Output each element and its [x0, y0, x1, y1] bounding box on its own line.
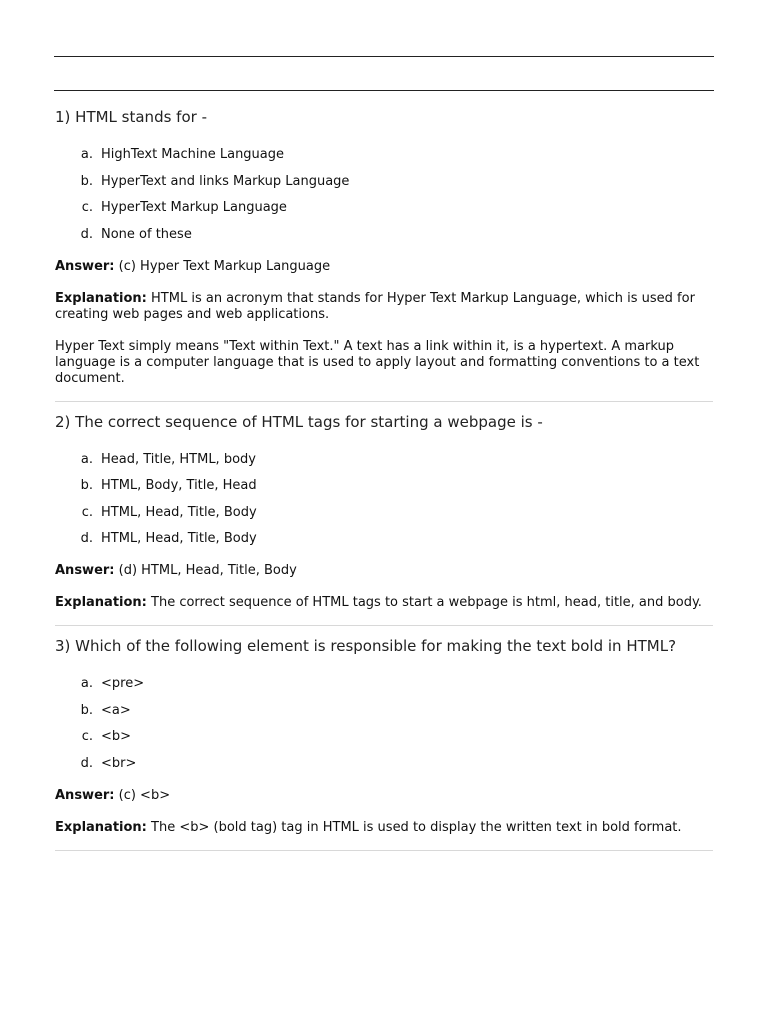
- option-letter: b.: [80, 173, 93, 189]
- answer-line: [55, 563, 713, 579]
- option-item: [55, 729, 713, 745]
- question-block: [55, 107, 713, 402]
- option-text: HyperText and links Markup Language: [101, 173, 350, 189]
- explanation-label: Explanation:: [55, 819, 147, 835]
- quiz-content: [55, 107, 713, 861]
- header-rule: [54, 90, 714, 91]
- option-letter: c.: [81, 729, 93, 744]
- option-text: HTML, Head, Title, Body: [101, 504, 257, 520]
- option-text: <b>: [101, 729, 132, 744]
- question-title: 3) Which of the following element is responsible for making the text bold in HTML?: [55, 637, 677, 655]
- option-text: HTML, Body, Title, Head: [101, 478, 257, 493]
- answer-text: (d) HTML, Head, Title, Body: [114, 563, 297, 578]
- option-text: Head, Title, HTML, body: [101, 451, 256, 467]
- option-text: HyperText Markup Language: [101, 200, 287, 215]
- answer-line: [55, 788, 713, 804]
- explanation-label: Explanation:: [55, 290, 147, 306]
- option-list: [55, 452, 713, 548]
- explanation: [55, 820, 713, 836]
- option-text: HighText Machine Language: [101, 147, 285, 162]
- explanation: [55, 291, 713, 323]
- option-list: [55, 147, 713, 243]
- option-text: <pre>: [101, 676, 145, 691]
- option-text: <a>: [101, 702, 131, 718]
- option-item: [55, 227, 713, 243]
- explanation-text: The correct sequence of HTML tags to start a webpage is html, head, title, and body.: [146, 595, 702, 610]
- option-letter: d.: [80, 755, 93, 771]
- option-letter: b.: [80, 478, 93, 493]
- option-item: [55, 531, 713, 547]
- option-letter: a.: [80, 451, 93, 467]
- explanation-text: HTML is an acronym that stands for Hyper Text Markup Language, which is used for creating web pages and web applications.: [55, 290, 695, 322]
- option-item: [55, 703, 713, 719]
- explanation-extra: Hyper Text simply means "Text within Text." A text has a link within it, is a hypertext. A markup language is a computer language that is used to apply layout and formatting conventions to a text document.: [55, 338, 700, 386]
- answer-line: [55, 259, 713, 275]
- option-item: [55, 147, 713, 163]
- option-letter: d.: [80, 531, 93, 546]
- option-letter: d.: [80, 226, 93, 242]
- explanation-label: Explanation:: [55, 595, 147, 610]
- option-item: [55, 452, 713, 468]
- option-text: HTML, Head, Title, Body: [101, 531, 257, 546]
- option-item: [55, 174, 713, 190]
- answer-label: Answer:: [55, 563, 115, 578]
- explanation: [55, 595, 713, 611]
- answer-label: Answer:: [55, 258, 115, 274]
- option-letter: b.: [80, 702, 93, 718]
- explanation-text: The <b> (bold tag) tag in HTML is used to display the written text in bold format.: [146, 819, 682, 835]
- answer-label: Answer:: [55, 787, 115, 803]
- option-item: [55, 200, 713, 216]
- question-title: 2) The correct sequence of HTML tags for starting a webpage is -: [55, 412, 543, 431]
- option-letter: c.: [81, 200, 93, 215]
- question-title: 1) HTML stands for -: [55, 108, 207, 126]
- option-text: <br>: [101, 755, 137, 771]
- answer-text: (c) <b>: [114, 787, 171, 803]
- question-block: [55, 412, 713, 627]
- option-letter: a.: [80, 147, 93, 162]
- question-block: [55, 636, 713, 851]
- option-item: [55, 676, 713, 692]
- option-item: [55, 478, 713, 494]
- option-letter: a.: [80, 676, 93, 691]
- option-item: [55, 505, 713, 521]
- answer-text: (c) Hyper Text Markup Language: [114, 258, 331, 274]
- option-list: [55, 676, 713, 772]
- option-item: [55, 756, 713, 772]
- option-letter: c.: [81, 504, 93, 520]
- option-text: None of these: [101, 226, 192, 242]
- top-rule: [54, 56, 714, 57]
